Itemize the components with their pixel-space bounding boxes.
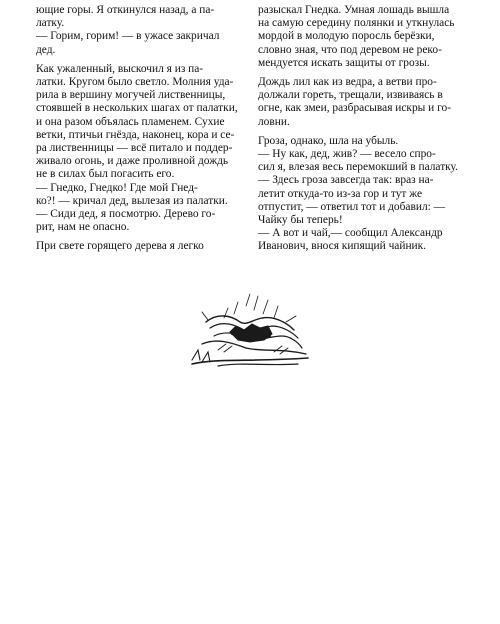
text-line: Как ужаленный, выскочил я из па- xyxy=(36,62,204,75)
text-line: живало огонь, и даже проливной дождь xyxy=(36,155,229,168)
text-line: не в силах был погасить его. xyxy=(36,168,175,181)
right-column xyxy=(258,4,471,254)
text-line: — Сиди дед, я посмотрю. Дерево го- xyxy=(36,208,216,221)
text-line: При свете горящего дерева я легко xyxy=(36,240,204,253)
left-column xyxy=(36,4,249,254)
text-line: мордой в молодую поросль берёзки, xyxy=(258,30,435,43)
text-line: ющие горы. Я откинулся назад, а па- xyxy=(36,4,215,16)
text-line: рила в вершину могучей лиственницы, xyxy=(36,89,226,102)
text-line: летит откуда-то из-за гор и тут же xyxy=(258,187,423,200)
text-line: и она разом объялась пламенем. Сухие xyxy=(36,115,225,128)
text-line: латку. xyxy=(36,17,65,30)
text-line: Дождь лил как из ведра, а ветви про- xyxy=(258,76,437,89)
text-line: ветки, птичьи гнёзда, наконец, кора и се- xyxy=(36,128,235,141)
text-line: ра лиственницы — всё питало и поддер- xyxy=(36,142,233,155)
text-line: дед. xyxy=(36,43,56,56)
text-line: — Ну как, дед, жив? — весело спро- xyxy=(258,148,436,161)
text-line: сил я, влезая весь перемокший в палатку. xyxy=(258,161,458,174)
text-line: разыскал Гнедка. Умная лошадь вышла xyxy=(258,4,450,16)
text-line: Иванович, внося кипящий чайник. xyxy=(258,240,427,253)
text-line: на самую середину полянки и уткнулась xyxy=(258,17,455,30)
text-line: латки. Кругом было светло. Молния уда- xyxy=(36,76,234,89)
text-line: ловни. xyxy=(258,115,290,128)
text-line: огне, как змеи, разбрасывая искры и го- xyxy=(258,102,451,115)
text-line: Гроза, однако, шла на убыль. xyxy=(258,134,399,147)
text-line: должали гореть, трещали, извиваясь в xyxy=(258,89,443,102)
text-line: ко?! — кричал дед, вылезая из палатки. xyxy=(36,194,228,207)
text-line: — Гнедко, Гнедко! Где мой Гнед- xyxy=(36,181,198,194)
text-line: отпустит, — ответил тот и добавил: — xyxy=(258,200,446,213)
text-line: мендуется искать защиты от грозы. xyxy=(258,56,430,69)
text-line: — Здесь гроза завсегда так: враз на- xyxy=(258,174,434,187)
ink-sketch-horse-in-rain-icon xyxy=(188,292,312,370)
text-line: стоявшей в нескольких шагах от палатки, xyxy=(36,102,238,115)
text-line: Чайку бы теперь! xyxy=(258,214,343,227)
text-line: — А вот и чай,— сообщил Александр xyxy=(258,227,443,240)
text-line: рит, нам не опасно. xyxy=(36,221,130,234)
text-line: — Горим, горим! — в ужасе закричал xyxy=(36,30,220,43)
text-line: словно зная, что под деревом не реко- xyxy=(258,43,442,56)
